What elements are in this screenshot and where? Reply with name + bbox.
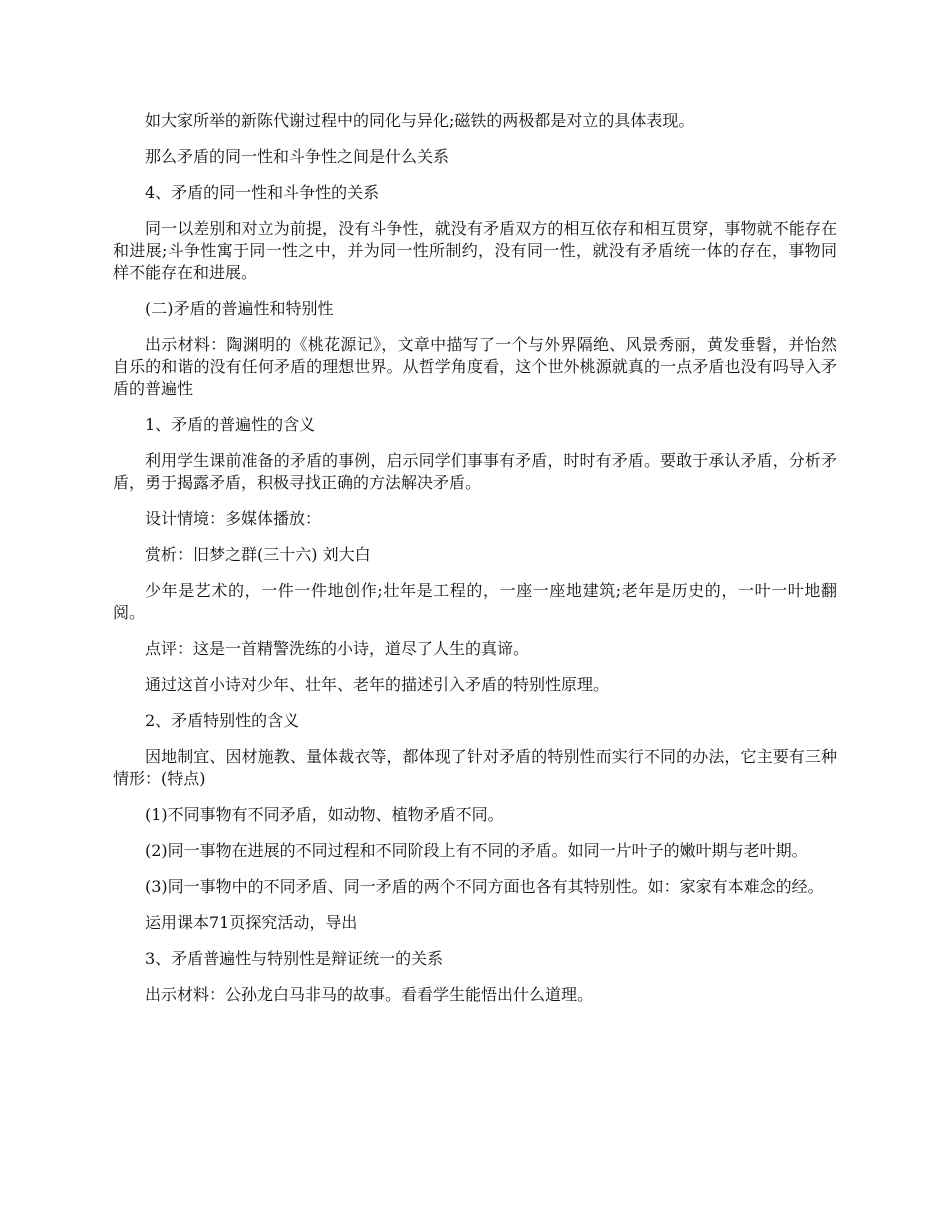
paragraph-introduce-particularity: 通过这首小诗对少年、壮年、老年的描述引入矛盾的特别性原理。 xyxy=(145,675,610,694)
paragraph-design-scenario: 设计情境：多媒体播放： xyxy=(145,509,322,528)
paragraph-identity-struggle: 同一以差别和对立为前提，没有斗争性，就没有矛盾双方的相互依存和相互贯穿，事物就不能存在和进展;斗争性寓于同一性之中，并为同一性所制约，没有同一性，就没有矛盾统一体的存在，事物同样不能存在和进展。 xyxy=(113,219,837,282)
paragraph-universality-meaning: 利用学生课前准备的矛盾的事例，启示同学们事事有矛盾，时时有矛盾。要敢于承认矛盾，分析矛盾，勇于揭露矛盾，积极寻找正确的方法解决矛盾。 xyxy=(113,451,837,492)
paragraph-peach-blossom: 出示材料：陶渊明的《桃花源记》，文章中描写了一个与外界隔绝、风景秀丽，黄发垂髫，并怡然自乐的和谐的没有任何矛盾的理想世界。从哲学角度看，这个世外桃源就真的一点矛盾也没有吗导入矛盾的普遍性 xyxy=(113,335,837,398)
paragraph-poem-title: 赏析：旧梦之群(三十六) 刘大白 xyxy=(145,545,371,564)
paragraph-case-3: (3)同一事物中的不同矛盾、同一矛盾的两个不同方面也各有其特别性。如：家家有本难念的经。 xyxy=(145,877,824,896)
heading-particularity-meaning: 2、矛盾特别性的含义 xyxy=(145,711,300,730)
paragraph-particularity-cases: 因地制宜、因材施教、量体裁衣等，都体现了针对矛盾的特别性而实行不同的办法，它主要有三种情形：(特点) xyxy=(113,747,837,788)
heading-identity-struggle: 4、矛盾的同一性和斗争性的关系 xyxy=(145,183,380,202)
paragraph-white-horse: 出示材料：公孙龙白马非马的故事。看看学生能悟出什么道理。 xyxy=(145,985,594,1004)
paragraph-metabolism: 如大家所举的新陈代谢过程中的同化与异化;磁铁的两极都是对立的具体表现。 xyxy=(145,111,695,130)
document-body xyxy=(113,110,837,1020)
paragraph-question-relation: 那么矛盾的同一性和斗争性之间是什么关系 xyxy=(145,147,450,166)
paragraph-case-2: (2)同一事物在进展的不同过程和不同阶段上有不同的矛盾。如同一片叶子的嫩叶期与老叶期。 xyxy=(145,841,808,860)
paragraph-textbook-activity: 运用课本71页探究活动，导出 xyxy=(145,913,358,932)
heading-dialectical-unity: 3、矛盾普遍性与特别性是辩证统一的关系 xyxy=(145,949,444,968)
paragraph-poem: 少年是艺术的，一件一件地创作;壮年是工程的，一座一座地建筑;老年是历史的，一叶一叶地翻阅。 xyxy=(113,581,837,622)
paragraph-case-1: (1)不同事物有不同矛盾，如动物、植物矛盾不同。 xyxy=(145,805,504,824)
paragraph-comment: 点评：这是一首精警洗练的小诗，道尽了人生的真谛。 xyxy=(145,639,530,658)
heading-universality-meaning: 1、矛盾的普遍性的含义 xyxy=(145,415,316,434)
heading-universality-particularity: (二)矛盾的普遍性和特别性 xyxy=(145,299,334,318)
